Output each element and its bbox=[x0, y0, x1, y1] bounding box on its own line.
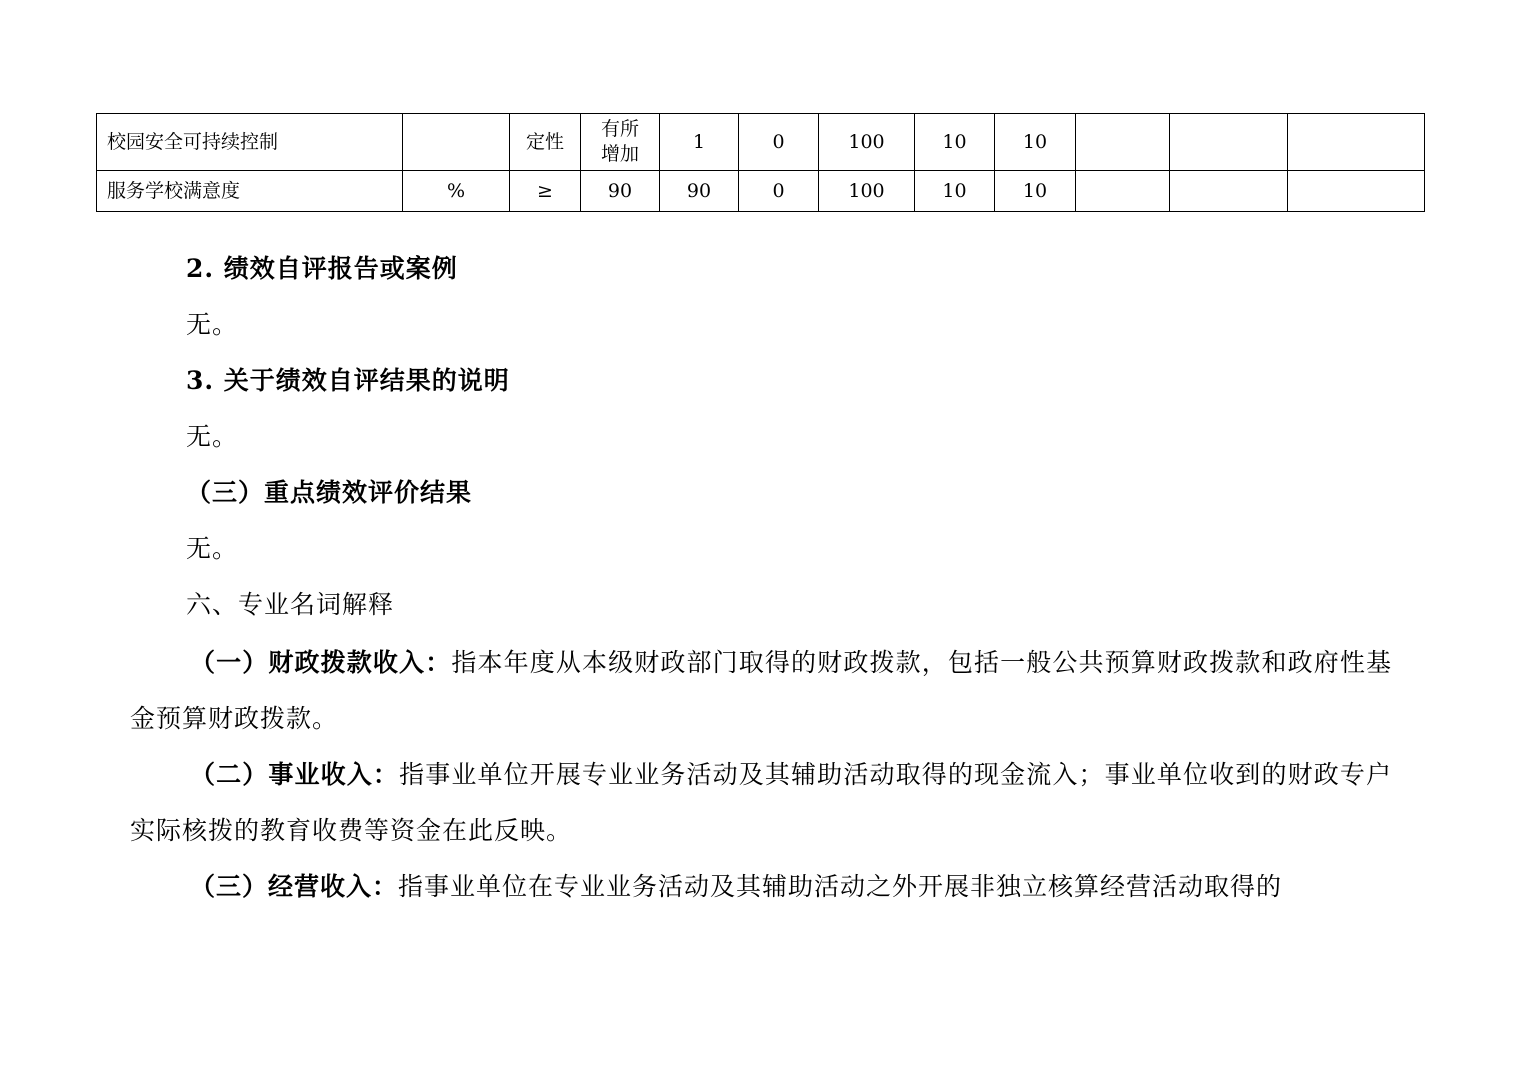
target-cell: 90 bbox=[581, 171, 660, 212]
term-definition: 指事业单位在专业业务活动及其辅助活动之外开展非独立核算经营活动取得的 bbox=[398, 872, 1283, 901]
section-text-explain: 无。 bbox=[186, 422, 239, 451]
empty-cell bbox=[1288, 171, 1425, 212]
term-label: （二）事业收入： bbox=[190, 760, 400, 789]
empty-cell bbox=[1076, 171, 1170, 212]
score-cell: 10 bbox=[995, 114, 1076, 171]
rate-cell: 100 bbox=[819, 114, 915, 171]
indicator-name-cell: 校园安全可持续控制 bbox=[97, 114, 403, 171]
deviation-cell: 0 bbox=[739, 171, 819, 212]
section-text-report: 无。 bbox=[186, 310, 239, 339]
term-definition: 指本年度从本级财政部门取得的财政拨款，包括一般公共预算财政拨款和政府性基金预算财政拨款。 bbox=[130, 648, 1392, 733]
rate-cell: 100 bbox=[819, 171, 915, 212]
term-label: （三）经营收入： bbox=[190, 872, 399, 901]
performance-indicator-table bbox=[96, 113, 1425, 212]
empty-cell bbox=[1170, 114, 1288, 171]
operator-cell: 定性 bbox=[510, 114, 581, 171]
score-cell: 10 bbox=[995, 171, 1076, 212]
empty-cell bbox=[1076, 114, 1170, 171]
section-heading-report: 2. 绩效自评报告或案例 bbox=[186, 254, 458, 283]
target-cell: 有所增加 bbox=[581, 114, 660, 171]
table-row bbox=[97, 114, 1425, 171]
unit-cell: % bbox=[403, 171, 510, 212]
term-paragraph bbox=[130, 747, 1392, 859]
operator-cell: ≥ bbox=[510, 171, 581, 212]
term-paragraph bbox=[130, 635, 1392, 747]
unit-cell bbox=[403, 114, 510, 171]
term-paragraph bbox=[130, 859, 1392, 915]
section-heading-key: （三）重点绩效评价结果 bbox=[186, 478, 473, 507]
empty-cell bbox=[1170, 171, 1288, 212]
weight-cell: 10 bbox=[915, 114, 995, 171]
term-definition: 指事业单位开展专业业务活动及其辅助活动取得的现金流入；事业单位收到的财政专户实际核拨的教育收费等资金在此反映。 bbox=[130, 760, 1392, 845]
weight-cell: 10 bbox=[915, 171, 995, 212]
term-label: （一）财政拨款收入： bbox=[190, 648, 452, 677]
section-heading-explain: 3. 关于绩效自评结果的说明 bbox=[186, 366, 510, 395]
section-text-key: 无。 bbox=[186, 534, 239, 563]
section-heading-terms: 六、专业名词解释 bbox=[186, 590, 395, 619]
empty-cell bbox=[1288, 114, 1425, 171]
actual-cell: 90 bbox=[660, 171, 739, 212]
indicator-name-cell: 服务学校满意度 bbox=[97, 171, 403, 212]
deviation-cell: 0 bbox=[739, 114, 819, 171]
actual-cell: 1 bbox=[660, 114, 739, 171]
table-row bbox=[97, 171, 1425, 212]
